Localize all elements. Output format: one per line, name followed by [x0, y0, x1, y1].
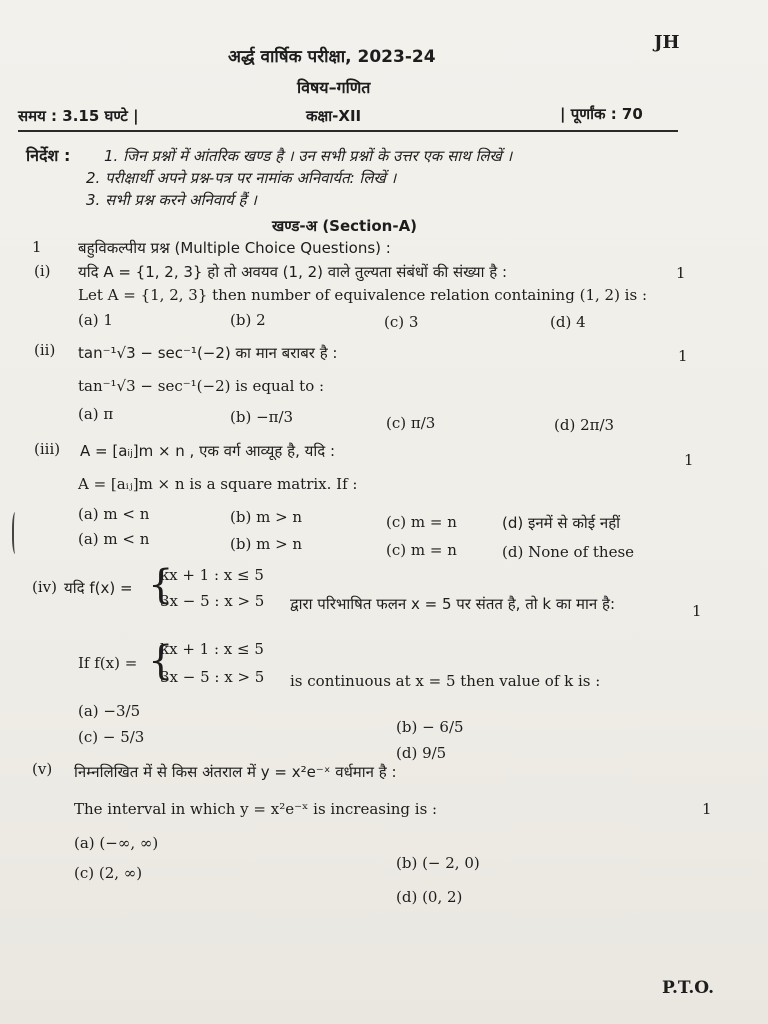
q3-number: (iii): [34, 440, 61, 458]
pto-label: P.T.O.: [662, 978, 714, 998]
q4-number: (iv): [32, 578, 57, 596]
q4-option-a: (a) −3/5: [78, 702, 141, 720]
q4-english-case-2: 3x − 5 : x > 5: [160, 668, 265, 686]
q4-hindi-prefix: यदि f(x) =: [64, 579, 133, 597]
margin-pen-mark: [12, 512, 20, 554]
q2-marks: 1: [678, 347, 688, 365]
q1-option-a: (a) 1: [78, 311, 113, 329]
q5-marks: 1: [702, 800, 712, 818]
q5-option-d: (d) (0, 2): [396, 888, 463, 906]
q3-hindi-option-d: (d) इनमें से कोई नहीं: [502, 514, 621, 532]
max-marks: | पूर्णांक : 70: [560, 105, 643, 123]
q4-brace-2: {: [148, 638, 174, 684]
q3-option-a: (a) m < n: [78, 530, 150, 548]
instruction-3: 3. सभी प्रश्न करने अनिवार्य हैं ।: [86, 191, 257, 209]
q4-english-case-1: kx + 1 : x ≤ 5: [160, 640, 264, 658]
q2-number: (ii): [34, 341, 56, 359]
q3-option-b: (b) m > n: [230, 535, 303, 553]
exam-title: अर्द्ध वार्षिक परीक्षा, 2023-24: [228, 47, 436, 67]
q5-hindi: निम्नलिखित में से किस अंतराल में y = x²e⁻ˣ वर्धमान है :: [74, 763, 397, 781]
q4-hindi-suffix: द्वारा परिभाषित फलन x = 5 पर संतत है, तो k का मान है:: [290, 595, 615, 613]
q3-hindi-option-a: (a) m < n: [78, 505, 150, 523]
q4-case-2: 3x − 5 : x > 5: [160, 592, 265, 610]
q3-hindi: A = [aᵢⱼ]m × n , एक वर्ग आव्यूह है, यदि :: [80, 442, 335, 460]
q1-hindi: यदि A = {1, 2, 3} हो तो अवयव (1, 2) वाले तुल्यता संबंधों की संख्या है :: [78, 263, 508, 281]
subject: विषय–गणित: [297, 78, 371, 97]
question-number: 1: [32, 238, 42, 256]
class-label: कक्षा-XII: [306, 107, 362, 125]
instruction-1: 1. जिन प्रश्नों में आंतरिक खण्ड है । उन सभी प्रश्नों के उत्तर एक साथ लिखें ।: [104, 147, 513, 165]
q2-option-b: (b) −π/3: [230, 408, 294, 426]
instruction-2: 2. परीक्षार्थी अपने प्रश्न-पत्र पर नामांक अनिवार्यत: लिखें ।: [86, 169, 397, 187]
q4-marks: 1: [692, 602, 702, 620]
q2-option-c: (c) π/3: [386, 414, 436, 432]
q1-option-d: (d) 4: [550, 313, 586, 331]
q2-hindi: tan⁻¹√3 − sec⁻¹(−2) का मान बराबर है :: [78, 344, 338, 362]
q4-option-c: (c) − 5/3: [78, 728, 145, 746]
q5-option-a: (a) (−∞, ∞): [74, 834, 159, 852]
q3-option-c: (c) m = n: [386, 541, 457, 559]
instructions-label: निर्देश :: [26, 146, 71, 165]
q2-option-a: (a) π: [78, 405, 114, 423]
q5-option-b: (b) (− 2, 0): [396, 854, 480, 872]
q1-number: (i): [34, 262, 51, 280]
q5-number: (v): [32, 760, 53, 778]
q4-case-1: kx + 1 : x ≤ 5: [160, 566, 264, 584]
header-rule: [18, 130, 678, 132]
q1-marks: 1: [676, 264, 686, 282]
q4-option-b: (b) − 6/5: [396, 718, 464, 736]
q5-english: The interval in which y = x²e⁻ˣ is increasing is :: [74, 800, 438, 818]
question-heading: बहुविकल्पीय प्रश्न (Multiple Choice Questions) :: [78, 239, 391, 257]
section-title: खण्ड-अ (Section-A): [272, 217, 418, 235]
q4-english-suffix: is continuous at x = 5 then value of k is :: [290, 672, 601, 690]
q4-english-prefix: If f(x) =: [78, 654, 138, 672]
time-allowed: समय : 3.15 घण्टे |: [18, 107, 139, 125]
q3-english: A = [aᵢⱼ]m × n is a square matrix. If :: [78, 475, 358, 493]
q1-option-c: (c) 3: [384, 313, 419, 331]
q3-hindi-option-b: (b) m > n: [230, 508, 303, 526]
q1-english: Let A = {1, 2, 3} then number of equivalence relation containing (1, 2) is :: [78, 286, 648, 304]
q1-option-b: (b) 2: [230, 311, 266, 329]
q5-option-c: (c) (2, ∞): [74, 864, 143, 882]
q4-option-d: (d) 9/5: [396, 744, 447, 762]
q3-hindi-option-c: (c) m = n: [386, 513, 457, 531]
q2-option-d: (d) 2π/3: [554, 416, 615, 434]
paper-code: JH: [654, 32, 680, 53]
q4-brace-1: {: [148, 562, 174, 608]
q3-option-d: (d) None of these: [502, 543, 635, 561]
q2-english: tan⁻¹√3 − sec⁻¹(−2) is equal to :: [78, 377, 325, 395]
q3-marks: 1: [684, 451, 694, 469]
